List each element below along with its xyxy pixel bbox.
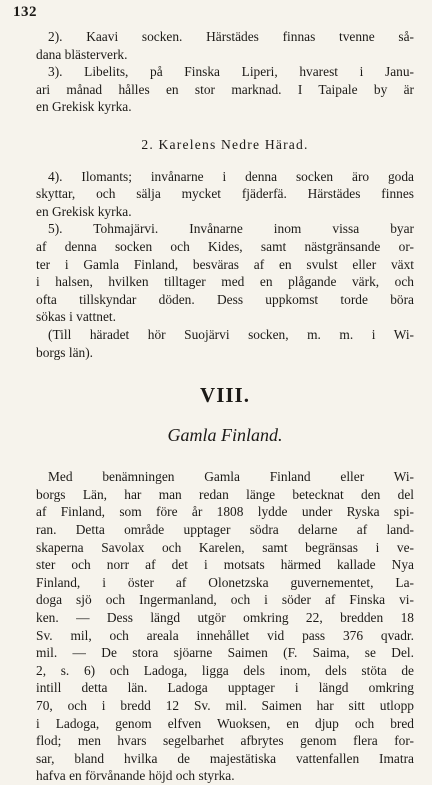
section-number: VIII. bbox=[200, 383, 250, 408]
text-line: intill detta län. Ladoga upptager i längd omkring bbox=[36, 680, 414, 696]
text-line: i halsen, hvilken tilltager med en plågande värk, och bbox=[36, 274, 414, 290]
text-line: ter i Gamla Finland, besväras af en svulst eller växt bbox=[36, 256, 414, 272]
text-line: flod; men hvars segelbarhet afbrytes genom flera for- bbox=[36, 733, 414, 749]
entry-kaavi bbox=[36, 28, 414, 63]
page-text bbox=[36, 28, 414, 785]
text-line: mil. — De stora sjöarne Saimen (F. Saima, se Del. bbox=[36, 645, 414, 661]
text-line: 3). Libelits, på Finska Liperi, hvarest i Janu- bbox=[48, 64, 414, 80]
text-line: ofta tillskyndar döden. Dess uppkomst torde böra bbox=[36, 291, 414, 307]
text-line: borgs Län, har man redan länge betecknat den del bbox=[36, 486, 414, 502]
text-line: Finland, i öster af Olonetzska guvernementet, La- bbox=[36, 574, 414, 590]
text-line: sar, bland hvilka de majestätiska vattenfallen Imatra bbox=[36, 750, 414, 766]
text-line: ran. Detta område upptager södra delarne af land- bbox=[36, 522, 414, 538]
text-line: en Grekisk kyrka. bbox=[36, 203, 132, 219]
page-number: 132 bbox=[13, 4, 37, 20]
text-line: af denna socken och Kides, samt nästgränsande or- bbox=[36, 238, 414, 254]
text-line: 5). Tohmajärvi. Invånarne inom vissa byar bbox=[48, 221, 414, 237]
district-heading: 2. Karelens Nedre Härad. bbox=[141, 136, 309, 152]
text-line: (Till häradet hör Suojärvi socken, m. m. i Wi- bbox=[48, 326, 414, 342]
text-line: 4). Ilomants; invånarne i denna socken äro goda bbox=[48, 168, 414, 184]
district-note bbox=[36, 326, 414, 361]
text-line: Med benämningen Gamla Finland eller Wi- bbox=[48, 469, 414, 485]
entry-tohmajarvi bbox=[36, 220, 414, 326]
entry-libelits bbox=[36, 63, 414, 116]
text-line: sökas i vattnet. bbox=[36, 309, 116, 325]
text-line: hafva en förvånande höjd och styrka. bbox=[36, 768, 235, 784]
text-line: ken. — Dess längd utgör omkring 22, bredden 18 bbox=[36, 610, 414, 626]
text-line: i Ladoga, genom elfven Wuoksen, en djup och bred bbox=[36, 715, 414, 731]
text-line: borgs län). bbox=[36, 344, 94, 360]
text-line: Sv. mil, och areala innehållet vid pass 376 qvadr. bbox=[36, 627, 414, 643]
text-line: ari månad hålles en stor marknad. I Taipale by är bbox=[36, 81, 414, 97]
text-line: 2). Kaavi socken. Härstädes finnas tvenne så- bbox=[48, 29, 414, 44]
text-line: af Finland, som före år 1808 lydde under Ryska spi- bbox=[36, 504, 414, 520]
text-line: 70, och i bredd 12 Sv. mil. Saimen har sitt utlopp bbox=[36, 698, 414, 713]
body-paragraph bbox=[36, 468, 414, 785]
text-line: 2, s. 6) och Ladoga, ligga dels inom, dels stöta de bbox=[36, 662, 414, 678]
text-line: en Grekisk kyrka. bbox=[36, 99, 132, 115]
text-line: ster och norr af det i motsats härmed kallade Nya bbox=[36, 557, 414, 573]
entry-ilomants bbox=[36, 168, 414, 221]
text-line: dana blästerverk. bbox=[36, 46, 128, 62]
section-title: Gamla Finland. bbox=[167, 424, 283, 445]
text-line: skaperna Savolax och Karelen, samt begränsas i ve- bbox=[36, 539, 414, 555]
text-line: doga sjö och Ingermanland, och i söder af Finska vi- bbox=[36, 592, 414, 608]
text-line: skyttar, och sälja mycket fjäderfä. Härstädes finnes bbox=[36, 186, 414, 202]
